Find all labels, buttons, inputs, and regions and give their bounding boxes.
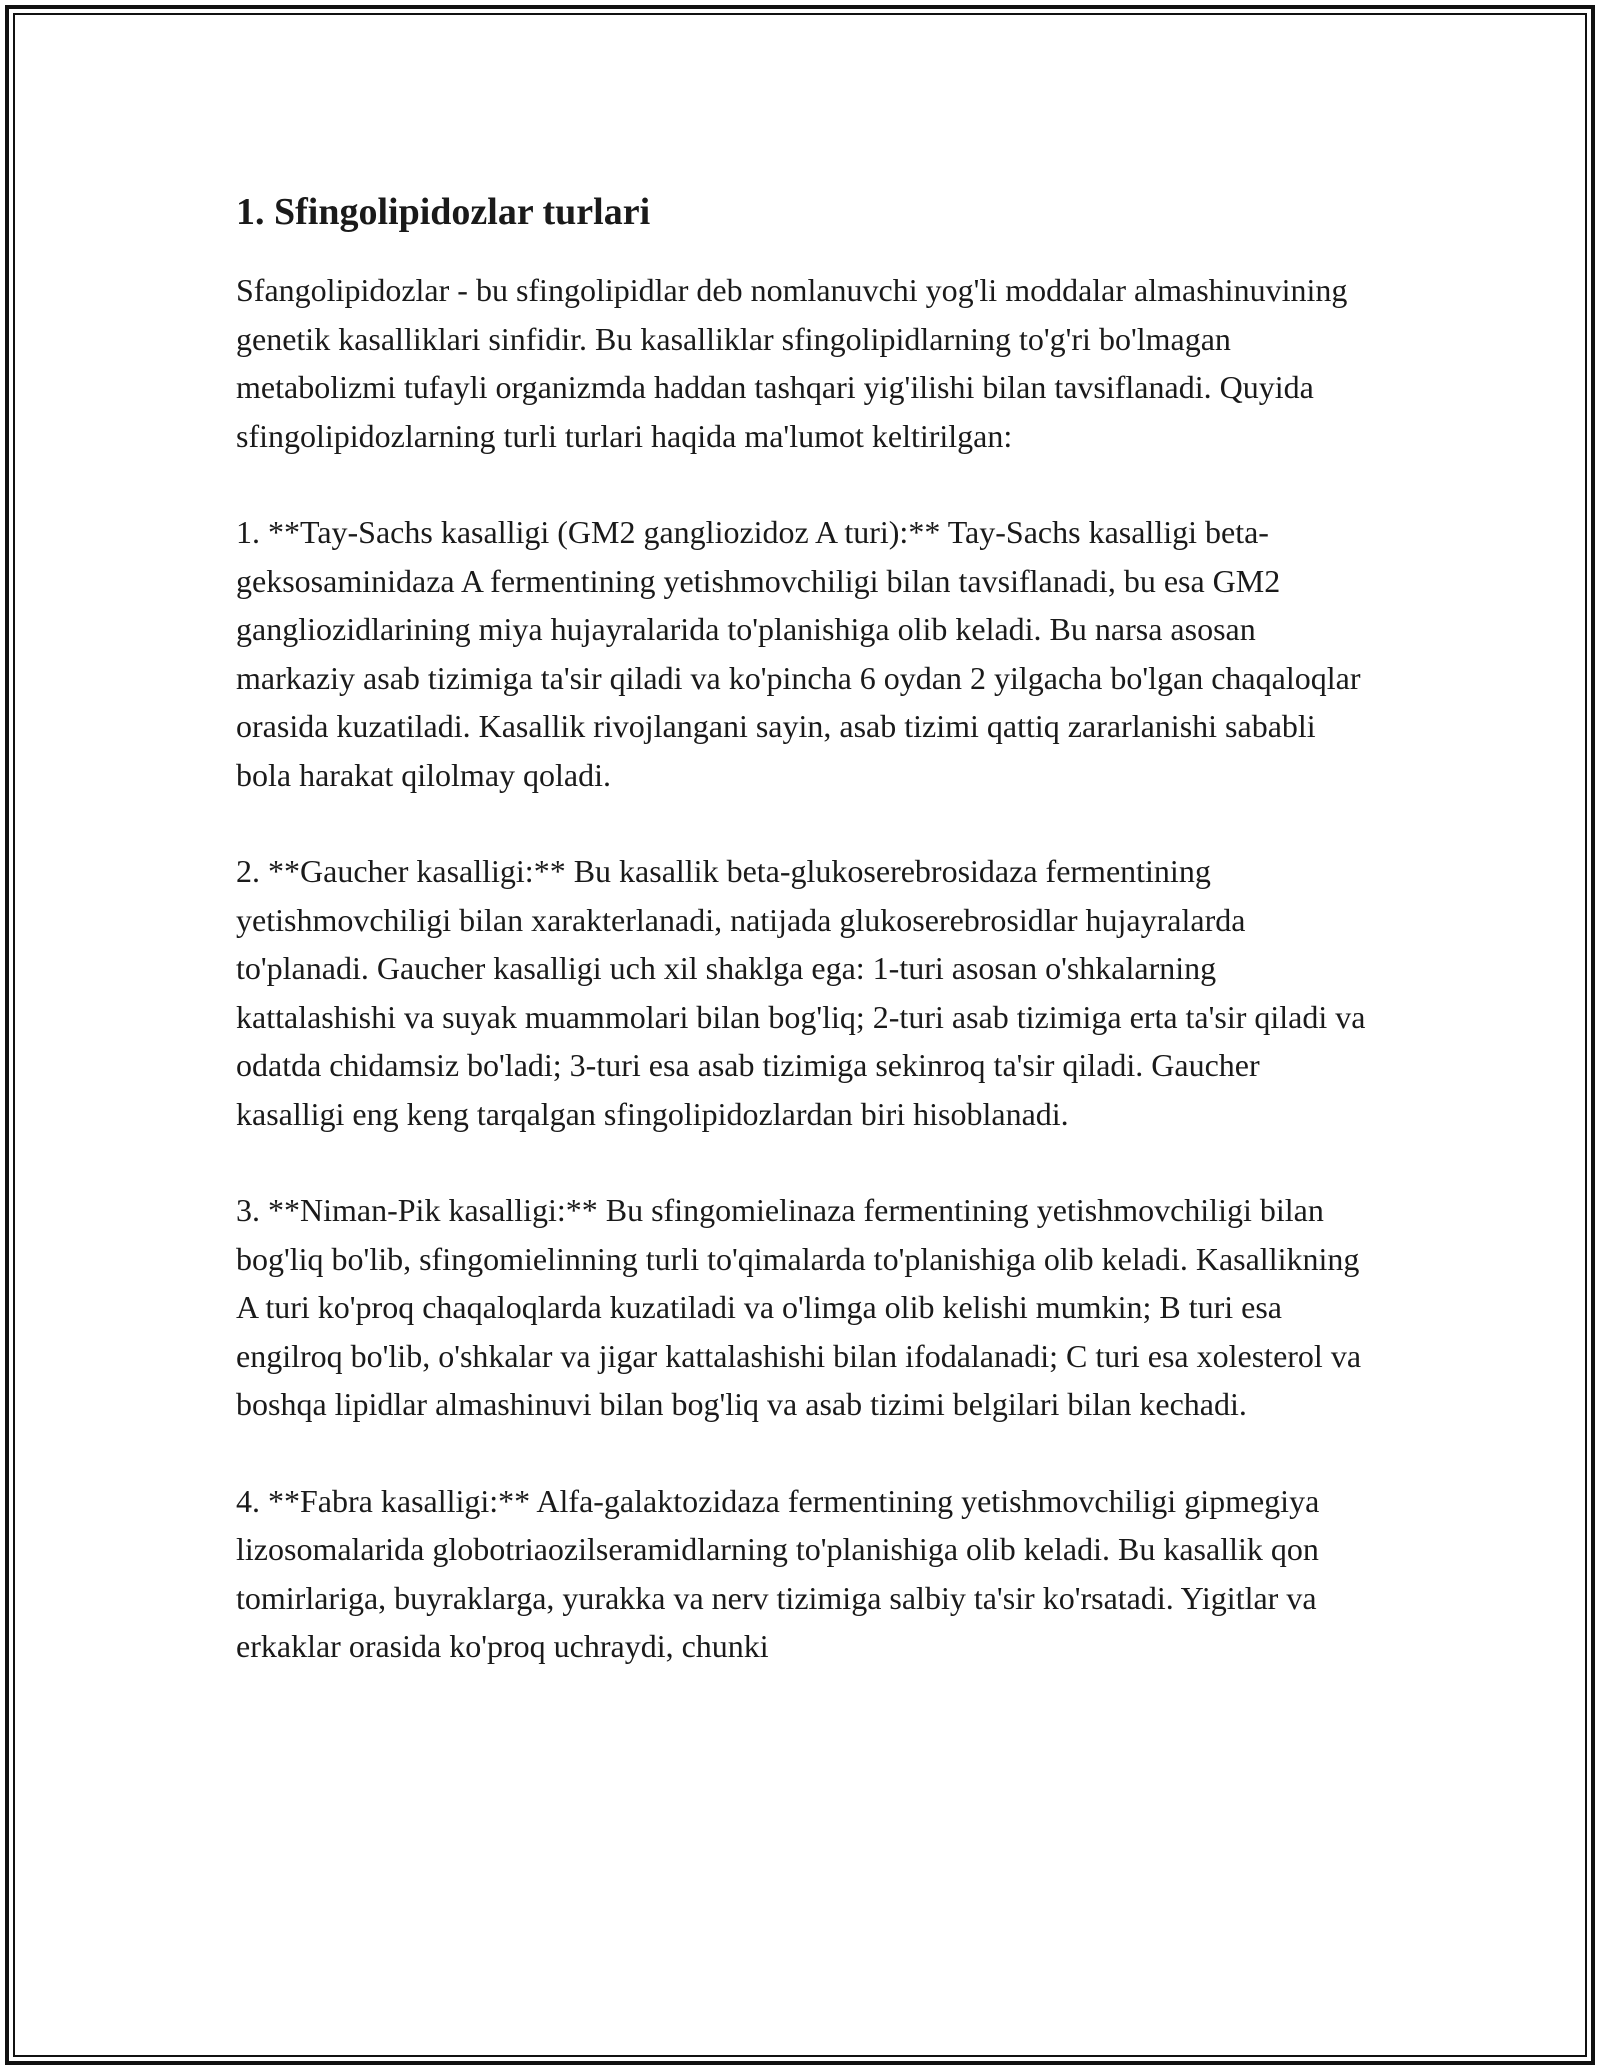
niemann-pick-paragraph: 3. **Niman-Pik kasalligi:** Bu sfingomielinaza fermentining yetishmovchiligi bilan bog'liq bo'lib, sfingomielinning turli to'qimalarda to'planishiga olib keladi. Kasallikning A turi ko'proq chaqaloqlarda kuzatiladi va o'limga olib kelishi mumkin; B turi esa engilroq bo'lib, o'shkalar va jigar kattalashishi bilan ifodalanadi; C turi esa xolesterol va boshqa lipidlar almashinuvi bilan bog'liq va asab tizimi belgilari bilan kechadi. <box>236 1192 1362 1422</box>
document-body <box>236 186 1376 1719</box>
gaucher-paragraph: 2. **Gaucher kasalligi:** Bu kasallik beta-glukoserebrosidaza fermentining yetishmovchiligi bilan xarakterlanadi, natijada glukoserebrosidlar hujayralarda to'planadi. Gaucher kasalligi uch xil shaklga ega: 1-turi asosan o'shkalarning kattalashishi va suyak muammolari bilan bog'liq; 2-turi asab tizimiga erta ta'sir qiladi va odatda chidamsiz bo'ladi; 3-turi esa asab tizimiga sekinroq ta'sir qiladi. Gaucher kasalligi eng keng tarqalgan sfingolipidozlardan biri hisoblanadi. <box>236 853 1366 1132</box>
section-heading: 1. Sfingolipidozlar turlari <box>236 191 651 233</box>
intro-paragraph: Sfangolipidozlar - bu sfingolipidlar deb nomlanuvchi yog'li moddalar almashinuvining genetik kasalliklari sinfidir. Bu kasalliklar sfingolipidlarning to'g'ri bo'lmagan metabolizmi tufayli organizmda haddan tashqari yig'ilishi bilan tavsiflanadi. Quyida sfingolipidozlarning turli turlari haqida ma'lumot keltirilgan: <box>236 272 1348 454</box>
fabry-paragraph: 4. **Fabra kasalligi:** Alfa-galaktozidaza fermentining yetishmovchiligi gipmegiya lizosomalarida globotriaozilseramidlarning to'planishiga olib keladi. Bu kasallik qon tomirlariga, buyraklarga, yurakka va nerv tizimiga salbiy ta'sir ko'rsatadi. Yigitlar va erkaklar orasida ko'proq uchraydi, chunki <box>236 1482 1320 1664</box>
tay-sachs-paragraph: 1. **Tay-Sachs kasalligi (GM2 gangliozidoz A turi):** Tay-Sachs kasalligi beta-geksosaminidaza A fermentining yetishmovchiligi bilan tavsiflanadi, bu esa GM2 gangliozidlarining miya hujayralarida to'planishiga olib keladi. Bu narsa asosan markaziy asab tizimiga ta'sir qiladi va ko'pincha 6 oydan 2 yilgacha bo'lgan chaqaloqlar orasida kuzatiladi. Kasallik rivojlangani sayin, asab tizimi qattiq zararlanishi sababli bola harakat qilolmay qoladi. <box>236 514 1361 793</box>
